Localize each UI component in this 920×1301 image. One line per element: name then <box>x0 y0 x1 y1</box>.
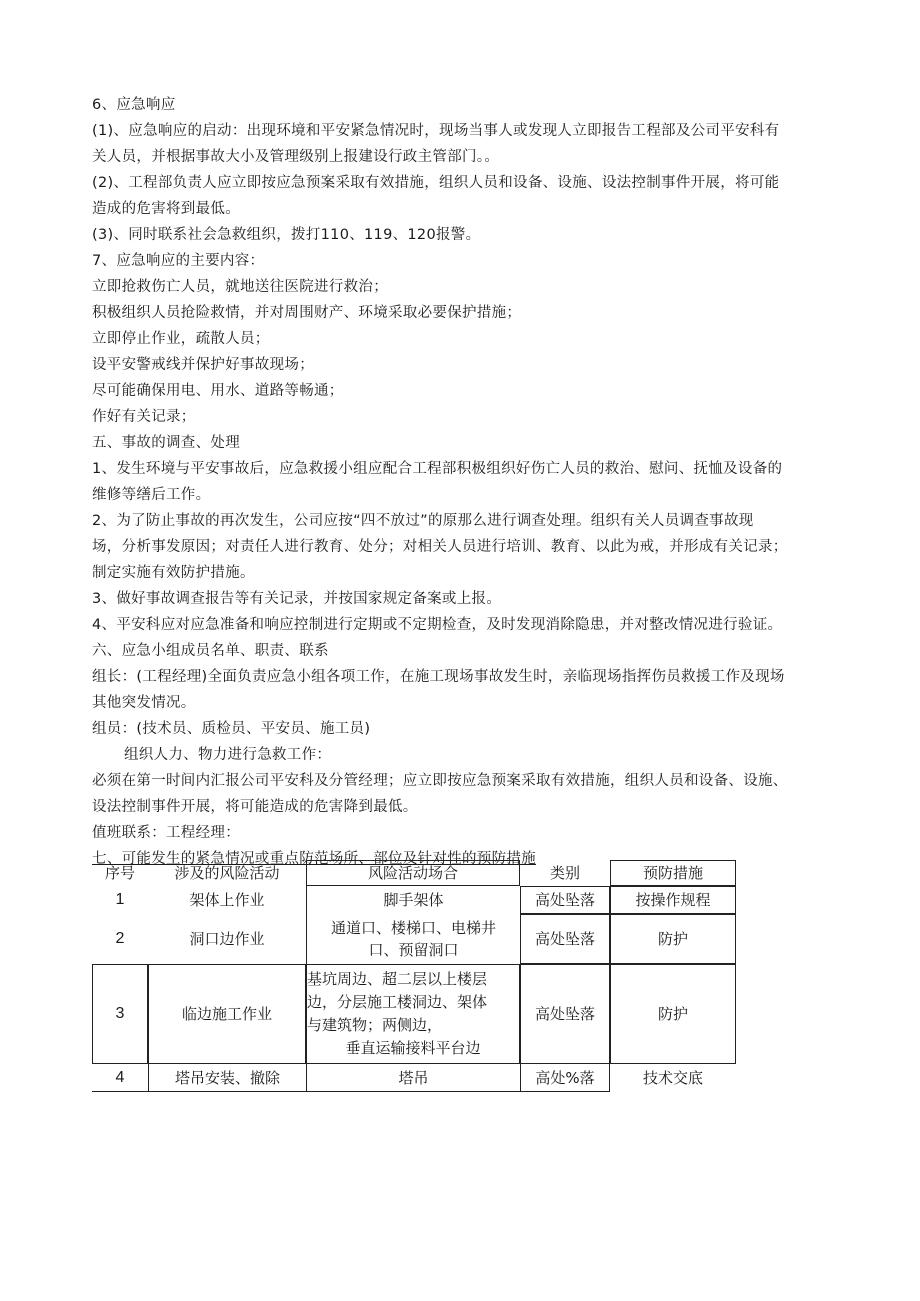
paragraph: 维修等缮后工作。 <box>92 487 211 503</box>
row2-place <box>306 914 520 964</box>
paragraph: (1)、应急响应的启动：出现环境和平安紧急情况时，现场当事人或发现人立即报告工程部及公司平安科有 <box>92 123 780 139</box>
place-line: 边，分层施工楼洞边、架体 <box>307 993 488 1011</box>
row1-category: 高处坠落 <box>520 886 610 914</box>
place-line: 垂直运输接料平台边 <box>345 1039 481 1057</box>
row3-place <box>306 964 520 1064</box>
list-item: 设平安警戒线并保护好事故现场； <box>92 357 314 373</box>
row2-category: 高处坠落 <box>520 914 610 964</box>
section-heading: 五、事故的调查、处理 <box>92 435 240 451</box>
header-category: 类别 <box>549 864 580 882</box>
section-heading: 六、应急小组成员名单、职责、联系 <box>92 643 329 659</box>
row1-activity: 架体上作业 <box>189 891 265 909</box>
list-item: 立即抢救伤亡人员，就地送往医院进行救治； <box>92 279 388 295</box>
document-body <box>92 92 832 872</box>
paragraph: 场，分析事发原因；对责任人进行教育、处分；对相关人员进行培训、教育、以此为戒，并形成有关记录； <box>92 539 788 555</box>
section-heading: 7、应急响应的主要内容： <box>92 253 265 269</box>
paragraph: 4、平安科应对应急准备和响应控制进行定期或不定期检查，及时发现消除隐患，并对整改情况进行验证。 <box>92 617 783 633</box>
header-activity: 涉及的风险活动 <box>174 864 280 882</box>
paragraph: 组长：(工程经理)全面负责应急小组各项工作，在施工现场事故发生时，亲临现场指挥伤员救援工作及现场 <box>92 669 785 685</box>
row1-measure: 按操作规程 <box>610 886 736 914</box>
paragraph: 3、做好事故调查报告等有关记录，并按国家规定备案或上报。 <box>92 591 502 607</box>
row2-activity: 洞口边作业 <box>189 930 265 948</box>
paragraph: 值班联系：工程经理： <box>92 825 240 841</box>
row2-no: 2 <box>115 930 125 947</box>
paragraph: 必须在第一时间内汇报公司平安科及分管经理；应立即按应急预案采取有效措施，组织人员和设备、设施、 <box>92 773 788 789</box>
list-item: 立即停止作业，疏散人员； <box>92 331 270 347</box>
list-item: 作好有关记录； <box>92 409 196 425</box>
paragraph: 造成的危害将到最低。 <box>92 201 240 217</box>
header-place: 风险活动场合 <box>306 860 520 886</box>
paragraph: 组员：(技术员、质检员、平安员、施工员) <box>92 721 371 737</box>
paragraph: 2、为了防止事故的再次发生，公司应按“四不放过”的原那么进行调查处理。组织有关人员调查事故现 <box>92 513 754 529</box>
paragraph: 其他突发情况。 <box>92 695 196 711</box>
paragraph: 关人员，并根据事故大小及管理级别上报建设行政主管部门。。 <box>92 149 500 165</box>
row3-measure: 防护 <box>610 964 736 1064</box>
header-measure: 预防措施 <box>610 860 736 886</box>
row4-no: 4 <box>92 1064 148 1092</box>
header-no: 序号 <box>104 864 135 882</box>
place-line: 基坑周边、超二层以上楼层 <box>307 970 488 988</box>
row1-place: 脚手架体 <box>306 886 520 914</box>
paragraph: 制定实施有效防护措施。 <box>92 565 255 581</box>
row4-category: 高处%落 <box>520 1064 610 1092</box>
row4-measure: 技术交底 <box>642 1069 703 1087</box>
place-line: 通道口、楼梯口、电梯井 <box>330 919 496 937</box>
row3-activity: 临边施工作业 <box>148 964 306 1064</box>
place-line: 口、预留洞口 <box>368 941 459 959</box>
paragraph: 设法控制事件开展，将可能造成的危害降到最低。 <box>92 799 418 815</box>
list-item: 尽可能确保用电、用水、道路等畅通； <box>92 383 344 399</box>
row2-measure: 防护 <box>610 914 736 964</box>
row4-activity: 塔吊安装、撤除 <box>148 1064 306 1092</box>
row1-no: 1 <box>115 891 125 908</box>
row3-no: 3 <box>92 964 148 1064</box>
paragraph: 组织人力、物力进行急救工作： <box>124 747 332 763</box>
table-caption: 七、可能发生的紧急情况或重点防范场所、部位及针对性的预防措施 <box>92 851 536 867</box>
paragraph: 1、发生环境与平安事故后，应急救援小组应配合工程部积极组织好伤亡人员的救治、慰问、抚恤及设备的 <box>92 461 783 477</box>
row3-category: 高处坠落 <box>520 964 610 1064</box>
paragraph: (3)、同时联系社会急救组织，拨打110、119、120报警。 <box>92 227 481 243</box>
section-heading: 6、应急响应 <box>92 97 176 113</box>
paragraph: (2)、工程部负责人应立即按应急预案采取有效措施，组织人员和设备、设施、设法控制事件开展，将可能 <box>92 175 780 191</box>
list-item: 积极组织人员抢险救情，并对周围财产、环境采取必要保护措施； <box>92 305 522 321</box>
place-line: 与建筑物；两侧边， <box>307 1016 443 1034</box>
row4-place: 塔吊 <box>306 1064 520 1092</box>
